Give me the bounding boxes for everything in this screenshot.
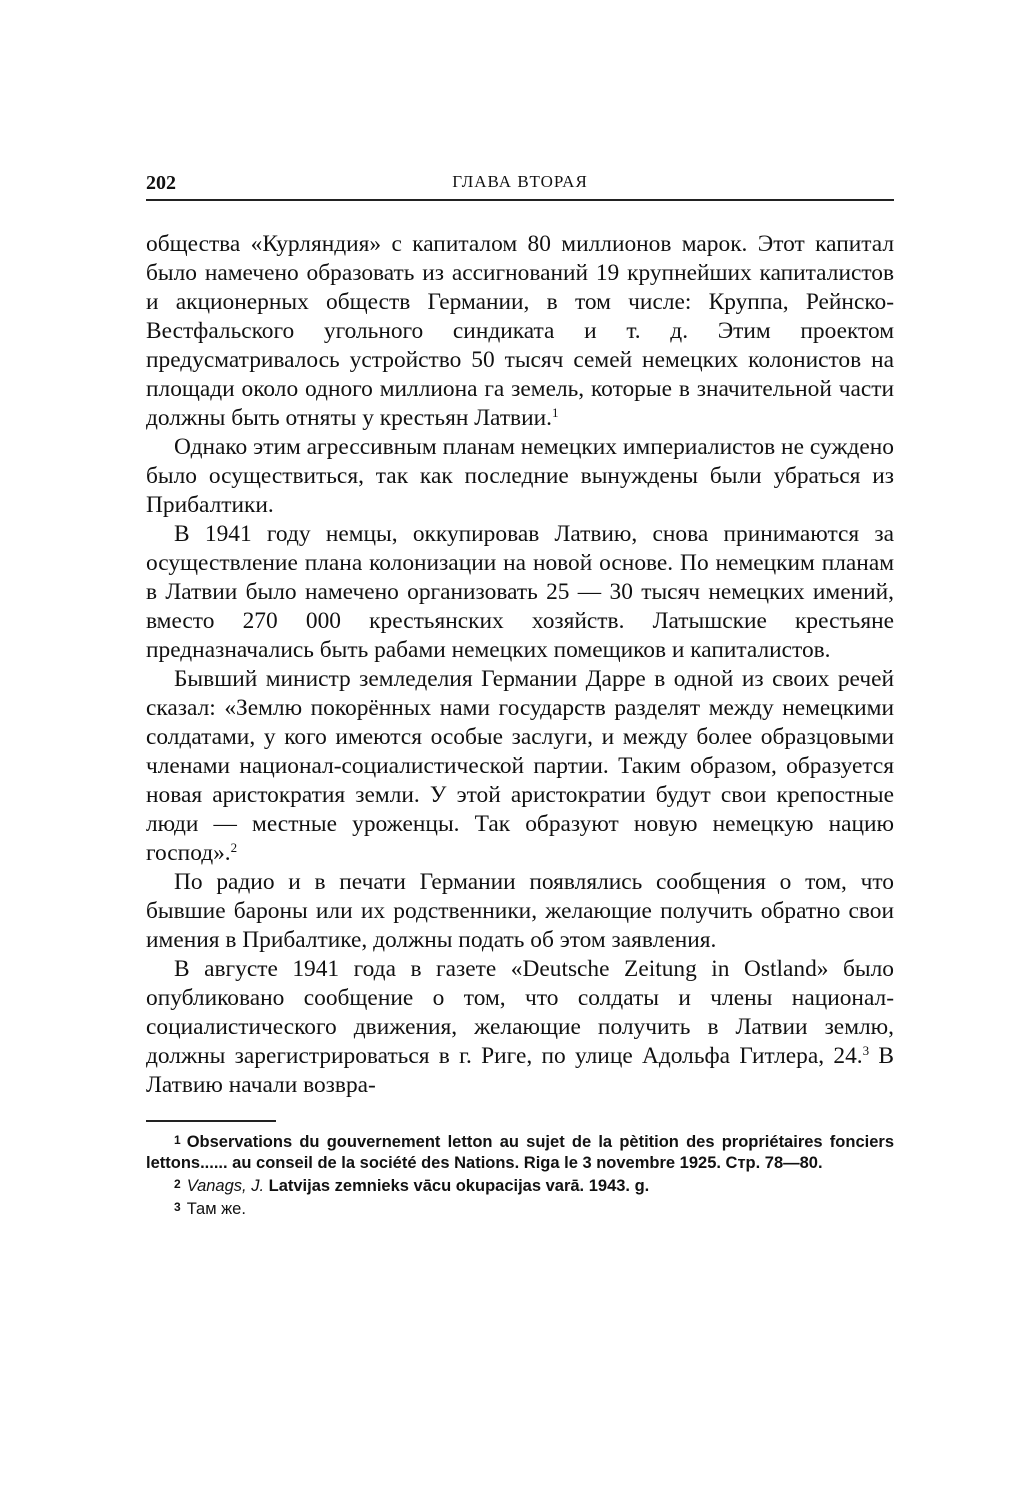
footnote-ref-2: 2 <box>230 840 238 855</box>
paragraph-6-text-b: В Латвию начали возвра- <box>146 1043 895 1098</box>
body-text <box>146 230 894 1100</box>
paragraph-1 <box>146 230 894 433</box>
page-header <box>146 168 894 198</box>
paragraph-3: В 1941 году немцы, оккупировав Латвию, снова принимаются за осуществление плана колонизации на новой основе. По немецким планам в Латвии было намечено организовать 25 — 30 тысяч немецких имений, вместо 270 000 крестьянских хозяйств. Латышские крестьяне предназначались быть рабами немецких помещиков и капиталистов. <box>146 521 894 663</box>
paragraph-2: Однако этим агрессивным планам немецких империалистов не суждено было осуществиться, так как последние вынуждены были убраться из Прибалтики. <box>146 434 894 518</box>
footnote-2 <box>146 1174 894 1197</box>
header-rule <box>146 199 894 201</box>
footnote-2-author: Vanags, J. <box>186 1177 265 1195</box>
footnote-mark-2: 2 <box>174 1177 181 1191</box>
paragraph-4-text: Бывший министр земледелия Германии Дарре в одной из своих речей сказал: «Землю покорённых нами государств разделят между немецкими солдатами, у кого имеются особые заслуги, и между более образцовыми членами национал-социалистической партии. Таким образом, образуется новая аристократия земли. У этой аристократии будут свои крепостные люди — местные уроженцы. Так образуют новую немецкую нацию господ». <box>146 666 894 866</box>
footnote-ref-1: 1 <box>551 405 559 420</box>
paragraph-6-text-a: В августе 1941 года в газете «Deutsche Zeitung in Ostland» было опубликовано сообщение о том, что солдаты и члены национал-социалистического движения, желающие получить в Латвии землю, должны зарегистрироваться в г. Риге, по улице Адольфа Гитлера, 24. <box>146 956 894 1069</box>
footnote-mark-3: 3 <box>174 1200 181 1214</box>
footnote-rule <box>146 1120 276 1122</box>
footnote-ref-3: 3 <box>862 1043 870 1058</box>
footnote-3-text: Там же. <box>186 1200 246 1218</box>
footnotes <box>146 1130 894 1220</box>
paragraph-4 <box>146 665 894 868</box>
footnote-1-text: Observations du gouvernement letton au sujet de la pètition des propriétaires fonciers lettons...... au conseil de la société des Nations. Riga le 3 novembre 1925. Стр. 78—80. <box>146 1133 894 1172</box>
footnote-3 <box>146 1197 894 1220</box>
paragraph-1-text: общества «Курляндия» с капиталом 80 миллионов марок. Этот капитал было намечено образовать из ассигнований 19 крупнейших капиталистов и акционерных обществ Германии, в том числе: Круппа, Рейнско-Вестфальского угольного синдиката и т. д. Этим проектом предусматривалось устройство 50 тысяч семей немецких колонистов на площади около одного миллиона га земель, которые в значительной части должны быть отняты у крестьян Латвии. <box>146 231 894 431</box>
footnote-mark-1: 1 <box>174 1133 181 1147</box>
page-number: 202 <box>146 172 176 194</box>
footnote-2-text: Latvijas zemnieks vācu okupacijas varā. 1943. g. <box>264 1177 650 1195</box>
paragraph-6 <box>146 955 894 1100</box>
footnote-1 <box>146 1130 894 1174</box>
paragraph-5: По радио и в печати Германии появлялись сообщения о том, что бывшие бароны или их родственники, желающие получить обратно свои имения в Прибалтике, должны подать об этом заявления. <box>146 869 894 953</box>
running-title: ГЛАВА ВТОРАЯ <box>452 172 588 191</box>
book-page <box>146 168 894 1220</box>
